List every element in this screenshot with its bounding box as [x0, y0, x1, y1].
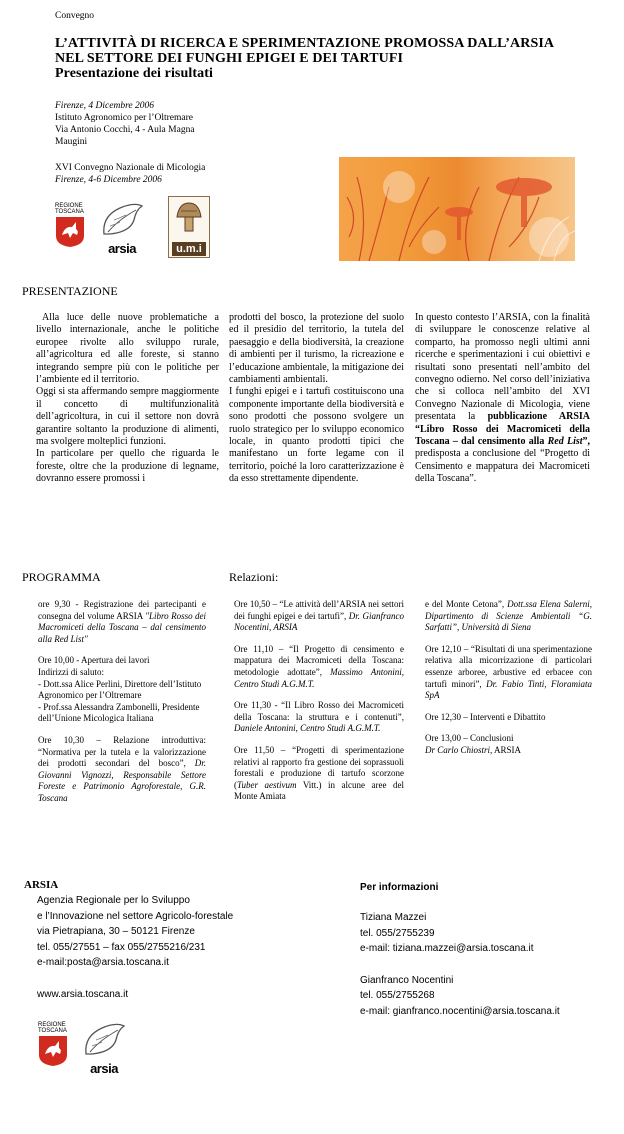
title-line-2: NEL SETTORE DEI FUNGHI EPIGEI E DEI TARTUFI: [55, 51, 404, 66]
venue-room: Maugini: [55, 137, 88, 147]
program-item: Ore 12,30 – Interventi e Dibattito: [425, 711, 546, 722]
program-item-title: Ore 10,00 - Apertura dei lavori: [38, 655, 150, 666]
umi-logo-text: u.m.i: [172, 242, 206, 256]
paragraph: I funghi epigei e i tartufi costituiscono una componente importante della biodiversità e sono prodotti che possono svolgere un ruolo strategico per lo sviluppo economico locale, in quanto prodotti tipici che manifestano un forte legame con il territorio, poiché la loro caratterizzazione è da esso strettamente dipendente.: [229, 386, 404, 485]
arsia-contact-block: [37, 893, 233, 1002]
event-type-label: Convegno: [55, 11, 95, 21]
regione-logo-line1: REGIONE: [55, 203, 83, 209]
arsia-heading: ARSIA: [24, 879, 59, 891]
arsia-logo-text: arsia: [108, 241, 136, 256]
presentazione-heading: PRESENTAZIONE: [22, 284, 118, 298]
paragraph: Alla luce delle nuove problematiche a livello internazionale, anche le politiche europee rivolte allo sviluppo rurale, all’agricoltura ed alle foreste, si stanno integrando sempre più con le politiche per l’ambiente ed il territorio.: [36, 312, 219, 386]
arsia-address: via Pietrapiana, 30 – 50121 Firenze: [37, 926, 195, 937]
paragraph: Oggi si sta affermando sempre maggiormente il concetto di multifunzionalità dell’agricoltura, in cui il settore non dovrà garantire soltanto la produzione di alimenti, ma svolgere molteplici funzioni.: [36, 386, 219, 448]
event-title: [55, 36, 615, 81]
paragraph-text: predisposta a conclusione del “Progetto di Censimento e mappatura dei Macromiceti della Toscana”.: [415, 448, 590, 485]
venue-date: Firenze, 4 Dicembre 2006: [55, 101, 155, 111]
regione-toscana-logo-footer: [38, 1022, 78, 1072]
programma-col-1: [38, 599, 206, 805]
title-line-1: L’ATTIVITÀ DI RICERCA E SPERIMENTAZIONE PROMOSSA DALL’ARSIA: [55, 36, 555, 51]
programma-col-2: [234, 599, 404, 803]
pegasus-shield-icon: [38, 1035, 68, 1067]
arsia-logo: [96, 200, 148, 256]
congress-dates: Firenze, 4-6 Dicembre 2006: [55, 175, 162, 185]
venue-institute: Istituto Agronomico per l’Oltremare: [55, 113, 193, 123]
subtitle: Presentazione dei risultati: [55, 66, 213, 81]
arsia-logo-text: arsia: [90, 1061, 118, 1076]
program-item-line: - Prof.ssa Alessandra Zambonelli, Presidente dell’Unione Micologica Italiana: [38, 701, 200, 724]
program-item-subtitle: Indirizzi di saluto:: [38, 666, 104, 677]
program-item: ore 9,30 - Registrazione dei partecipanti e consegna del volume ARSIA "Libro Rosso dei Macromiceti della Toscana – dal censimento alla Red List": [38, 599, 206, 644]
arsia-phone: tel. 055/27551 – fax 055/2755216/231: [37, 941, 206, 953]
programma-col-3: [425, 599, 592, 757]
program-item: Ore 11,30 - “Il Libro Rosso dei Macromiceti della Toscana: la struttura e i contenuti”, Daniele Antonini, Centro Studi A.G.M.T.: [234, 700, 404, 734]
mushroom-icon: [169, 197, 209, 237]
regione-logo-line2: TOSCANA: [55, 209, 84, 215]
relazioni-heading: Relazioni:: [229, 570, 279, 584]
program-item-title: Ore 13,00 – Conclusioni: [425, 733, 514, 744]
presentazione-col-3: [415, 312, 590, 486]
paragraph: In particolare per quello che riguarda le foreste, oltre che la produzione di legname, dovranno essere promossi i: [36, 448, 219, 485]
paragraph-text: In questo contesto l’ARSIA, con la finalità di sviluppare le conoscenze relative al comparto, ha promosso negli ultimi anni ricerche e sperimentazioni i cui obiettivi e risultati sono presentati nell’ambito del convegno odierno. Nel corso dell’iniziativa che si colloca nell’ambito del XVI Convegno Nazionale di Micologia, viene presentata la: [415, 312, 590, 423]
regione-logo-line2: TOSCANA: [38, 1028, 67, 1034]
program-item: Ore 12,10 – “Risultati di una sperimentazione relativa alla micorrizazione di particolari essenze arboree, arbustive ed erbacee con tartufi minori”, Dr. Fabio Tinti, Floramiata SpA: [425, 643, 593, 701]
presentazione-col-1: [36, 312, 219, 486]
program-item-speaker: Dr Carlo Chiostri, ARSIA: [425, 744, 522, 755]
regione-toscana-logo: [55, 203, 95, 253]
publication-title: pubblicazione ARSIA “Libro Rosso dei Macromiceti della Toscana – dal censimento alla Red List”,: [415, 411, 591, 448]
umi-logo: [168, 196, 210, 258]
info-heading: Per informazioni: [360, 882, 439, 893]
congress-block: [55, 162, 205, 186]
program-item: e del Monte Cetona”, Dott.ssa Elena Salerni, Dipartimento di Scienze Ambientali “G. Sarfatti”, Università di Siena: [425, 599, 592, 633]
arsia-name-line2: e l’Innovazione nel settore Agricolo-forestale: [37, 910, 234, 922]
contact-email-link[interactable]: e-mail: tiziana.mazzei@arsia.toscana.it: [360, 943, 534, 954]
program-item: Ore 10,50 – “Le attività dell’ARSIA nei settori dei funghi epigei e dei tartufi”, Dr. Gianfranco Nocentini, ARSIA: [234, 599, 404, 633]
pegasus-shield-icon: [55, 216, 85, 248]
contact-name: Gianfranco Nocentini: [360, 974, 454, 986]
arsia-leaf-icon: [96, 200, 148, 238]
arsia-logo-footer: [78, 1020, 130, 1076]
banner-image: [339, 157, 575, 261]
presentazione-col-2: [229, 312, 404, 486]
congress-name: XVI Convegno Nazionale di Micologia: [55, 163, 206, 173]
venue-block: [55, 100, 195, 148]
fungi-illustration-icon: [339, 157, 575, 261]
arsia-email-link[interactable]: e-mail:posta@arsia.toscana.it: [37, 957, 169, 968]
info-contacts: [360, 910, 560, 1019]
regione-logo-line1: REGIONE: [38, 1022, 66, 1028]
arsia-name-line1: Agenzia Regionale per lo Sviluppo: [37, 895, 190, 906]
program-item-line: - Dott.ssa Alice Perlini, Direttore dell’Istituto Agronomico per l’Oltremare: [38, 678, 202, 701]
arsia-website-link[interactable]: www.arsia.toscana.it: [37, 988, 129, 1000]
contact-phone: tel. 055/2755239: [360, 927, 435, 939]
contact-name: Tiziana Mazzei: [360, 912, 427, 923]
program-item: Ore 11,50 – “Progetti di sperimentazione relativi al rapporto fra gestione dei soprassuoli forestali e produzione di tartufo scorzone (Tuber aestivum Vitt.) in alcune aree del Monte Amiata: [234, 744, 404, 802]
venue-address: Via Antonio Cocchi, 4 - Aula Magna: [55, 125, 195, 135]
program-item: Ore 10,30 – Relazione introduttiva: “Normativa per la tutela e la valorizzazione dei prodotti secondari del bosco”, Dr. Giovanni Vignozzi, Responsabile Settore Foreste e Patrimonio Agroforestale, G.R. Toscana: [38, 734, 206, 803]
contact-email-link[interactable]: e-mail: gianfranco.nocentini@arsia.toscana.it: [360, 1005, 560, 1017]
paragraph: prodotti del bosco, la protezione del suolo ed il presidio del territorio, la tutela del paesaggio e della biodiversità, la creazione di ambienti per il turismo, la ricreazione e l’educazione ambientale, la mitigazione dei cambiamenti ambientali.: [229, 312, 404, 386]
contact-phone: tel. 055/2755268: [360, 990, 435, 1001]
arsia-leaf-icon: [78, 1020, 130, 1058]
programma-heading: PROGRAMMA: [22, 570, 101, 584]
program-item: Ore 11,10 – “Il Progetto di censimento e mappatura dei Macromiceti della Toscana: metodologie adottate”, Massimo Antonini, Centro Studi A.G.M.T.: [234, 643, 404, 689]
